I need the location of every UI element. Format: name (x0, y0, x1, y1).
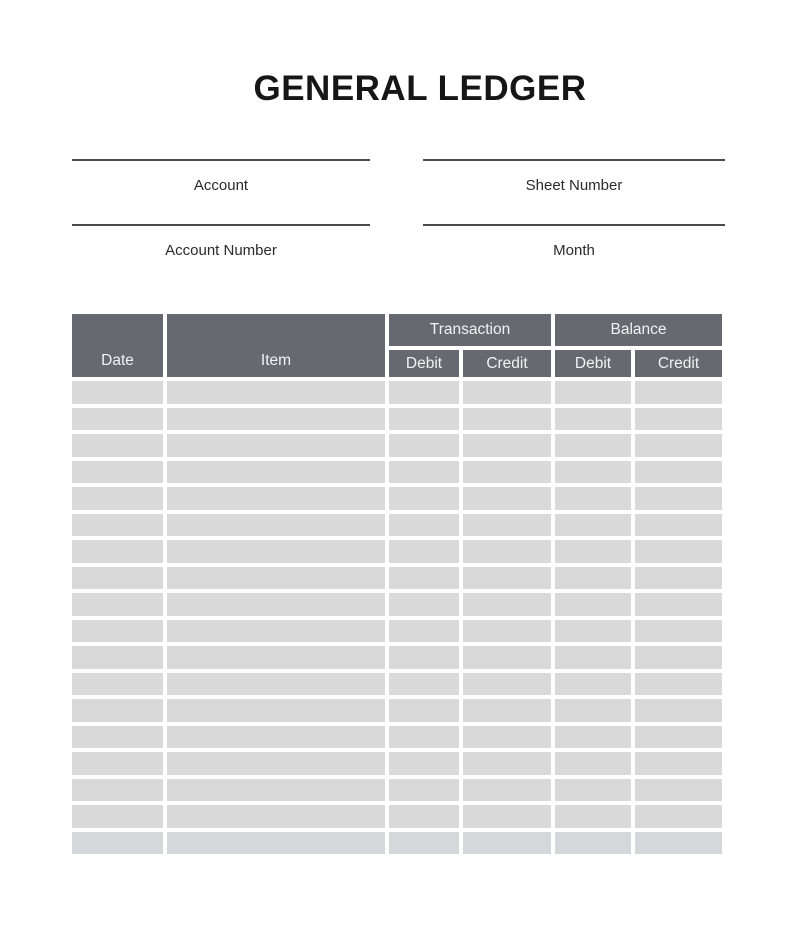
ledger-cell[interactable] (167, 434, 385, 457)
ledger-cell[interactable] (635, 779, 722, 802)
ledger-cell[interactable] (72, 779, 163, 802)
sheet-number-field (423, 159, 725, 194)
group-header-transaction: Transaction (389, 314, 551, 346)
ledger-cell[interactable] (463, 567, 551, 590)
column-header-item: Item (167, 314, 385, 377)
ledger-cell[interactable] (635, 646, 722, 669)
page-title: GENERAL LEDGER (253, 69, 587, 108)
ledger-cell[interactable] (463, 699, 551, 722)
ledger-cell[interactable] (389, 620, 459, 643)
ledger-cell[interactable] (555, 567, 631, 590)
ledger-cell[interactable] (389, 461, 459, 484)
ledger-cell[interactable] (389, 593, 459, 616)
ledger-cell[interactable] (389, 567, 459, 590)
column-header-balance-debit: Debit (555, 350, 631, 377)
account-number-input-line[interactable] (72, 224, 370, 226)
ledger-cell[interactable] (72, 620, 163, 643)
account-label: Account (193, 177, 249, 194)
ledger-cell[interactable] (72, 381, 163, 404)
ledger-cell[interactable] (389, 726, 459, 749)
ledger-cell[interactable] (463, 434, 551, 457)
ledger-cell[interactable] (389, 805, 459, 828)
ledger-cell[interactable] (463, 646, 551, 669)
ledger-cell[interactable] (635, 726, 722, 749)
ledger-cell[interactable] (389, 646, 459, 669)
ledger-cell[interactable] (463, 381, 551, 404)
ledger-cell[interactable] (635, 514, 722, 537)
ledger-cell[interactable] (167, 832, 385, 855)
sheet-number-input-line[interactable] (423, 159, 725, 161)
ledger-cell[interactable] (167, 514, 385, 537)
ledger-cell[interactable] (389, 752, 459, 775)
ledger-cell[interactable] (463, 540, 551, 563)
ledger-cell[interactable] (463, 726, 551, 749)
ledger-cell[interactable] (389, 832, 459, 855)
ledger-cell[interactable] (555, 381, 631, 404)
ledger-cell[interactable] (72, 646, 163, 669)
ledger-cell[interactable] (389, 540, 459, 563)
ledger-cell[interactable] (72, 699, 163, 722)
account-input-line[interactable] (72, 159, 370, 161)
ledger-cell[interactable] (72, 487, 163, 510)
account-number-field (72, 224, 370, 259)
ledger-cell[interactable] (635, 487, 722, 510)
ledger-cell[interactable] (463, 673, 551, 696)
ledger-cell[interactable] (555, 620, 631, 643)
ledger-cell[interactable] (167, 779, 385, 802)
ledger-cell[interactable] (555, 593, 631, 616)
ledger-cell[interactable] (635, 699, 722, 722)
column-header-balance-credit: Credit (635, 350, 722, 377)
ledger-cell[interactable] (463, 487, 551, 510)
ledger-cell[interactable] (167, 567, 385, 590)
ledger-cell[interactable] (555, 779, 631, 802)
account-number-label: Account Number (165, 242, 277, 259)
ledger-cell[interactable] (463, 779, 551, 802)
ledger-cell[interactable] (635, 408, 722, 431)
ledger-cell[interactable] (72, 805, 163, 828)
ledger-table (72, 314, 722, 854)
month-label: Month (553, 242, 595, 259)
ledger-cell[interactable] (635, 540, 722, 563)
ledger-cell[interactable] (167, 620, 385, 643)
ledger-cell[interactable] (555, 673, 631, 696)
ledger-cell[interactable] (167, 646, 385, 669)
ledger-cell[interactable] (389, 514, 459, 537)
ledger-cell[interactable] (635, 381, 722, 404)
ledger-cell[interactable] (167, 461, 385, 484)
ledger-cell[interactable] (167, 540, 385, 563)
ledger-cell[interactable] (167, 752, 385, 775)
ledger-cell[interactable] (72, 540, 163, 563)
ledger-cell[interactable] (167, 726, 385, 749)
ledger-cell[interactable] (167, 381, 385, 404)
month-field (423, 224, 725, 259)
ledger-cell[interactable] (555, 487, 631, 510)
ledger-cell[interactable] (635, 567, 722, 590)
ledger-cell[interactable] (167, 593, 385, 616)
ledger-cell[interactable] (463, 593, 551, 616)
ledger-cell[interactable] (635, 620, 722, 643)
ledger-cell[interactable] (555, 434, 631, 457)
ledger-cell[interactable] (389, 381, 459, 404)
ledger-cell[interactable] (72, 673, 163, 696)
ledger-cell[interactable] (555, 461, 631, 484)
ledger-cell[interactable] (555, 726, 631, 749)
ledger-cell[interactable] (555, 646, 631, 669)
ledger-cell[interactable] (167, 699, 385, 722)
ledger-cell[interactable] (72, 567, 163, 590)
ledger-cell[interactable] (555, 540, 631, 563)
ledger-cell[interactable] (463, 620, 551, 643)
ledger-cell[interactable] (635, 832, 722, 855)
ledger-cell[interactable] (555, 408, 631, 431)
ledger-cell[interactable] (389, 487, 459, 510)
ledger-cell[interactable] (72, 832, 163, 855)
ledger-cell[interactable] (555, 514, 631, 537)
sheet-number-label: Sheet Number (525, 177, 623, 194)
ledger-cell[interactable] (72, 726, 163, 749)
ledger-cell[interactable] (72, 593, 163, 616)
column-header-date: Date (72, 314, 163, 377)
ledger-cell[interactable] (555, 752, 631, 775)
column-header-transaction-credit: Credit (463, 350, 551, 377)
ledger-cell[interactable] (72, 408, 163, 431)
ledger-cell[interactable] (389, 673, 459, 696)
ledger-cell[interactable] (555, 805, 631, 828)
ledger-cell[interactable] (635, 752, 722, 775)
ledger-cell[interactable] (635, 593, 722, 616)
account-field (72, 159, 370, 194)
ledger-cell[interactable] (72, 752, 163, 775)
ledger-cell[interactable] (463, 752, 551, 775)
ledger-cell[interactable] (463, 514, 551, 537)
ledger-cell[interactable] (463, 461, 551, 484)
ledger-cell[interactable] (167, 673, 385, 696)
ledger-cell[interactable] (167, 487, 385, 510)
ledger-cell[interactable] (463, 805, 551, 828)
ledger-cell[interactable] (72, 514, 163, 537)
ledger-cell[interactable] (389, 699, 459, 722)
ledger-cell[interactable] (635, 434, 722, 457)
column-header-transaction-debit: Debit (389, 350, 459, 377)
month-input-line[interactable] (423, 224, 725, 226)
ledger-cell[interactable] (635, 673, 722, 696)
ledger-cell[interactable] (167, 805, 385, 828)
ledger-cell[interactable] (72, 461, 163, 484)
ledger-cell[interactable] (389, 434, 459, 457)
ledger-cell[interactable] (635, 805, 722, 828)
group-header-balance: Balance (555, 314, 722, 346)
ledger-cell[interactable] (72, 434, 163, 457)
ledger-cell[interactable] (463, 832, 551, 855)
ledger-cell[interactable] (555, 832, 631, 855)
ledger-cell[interactable] (389, 408, 459, 431)
ledger-cell[interactable] (389, 779, 459, 802)
ledger-cell[interactable] (635, 461, 722, 484)
ledger-cell[interactable] (463, 408, 551, 431)
ledger-cell[interactable] (167, 408, 385, 431)
ledger-cell[interactable] (555, 699, 631, 722)
